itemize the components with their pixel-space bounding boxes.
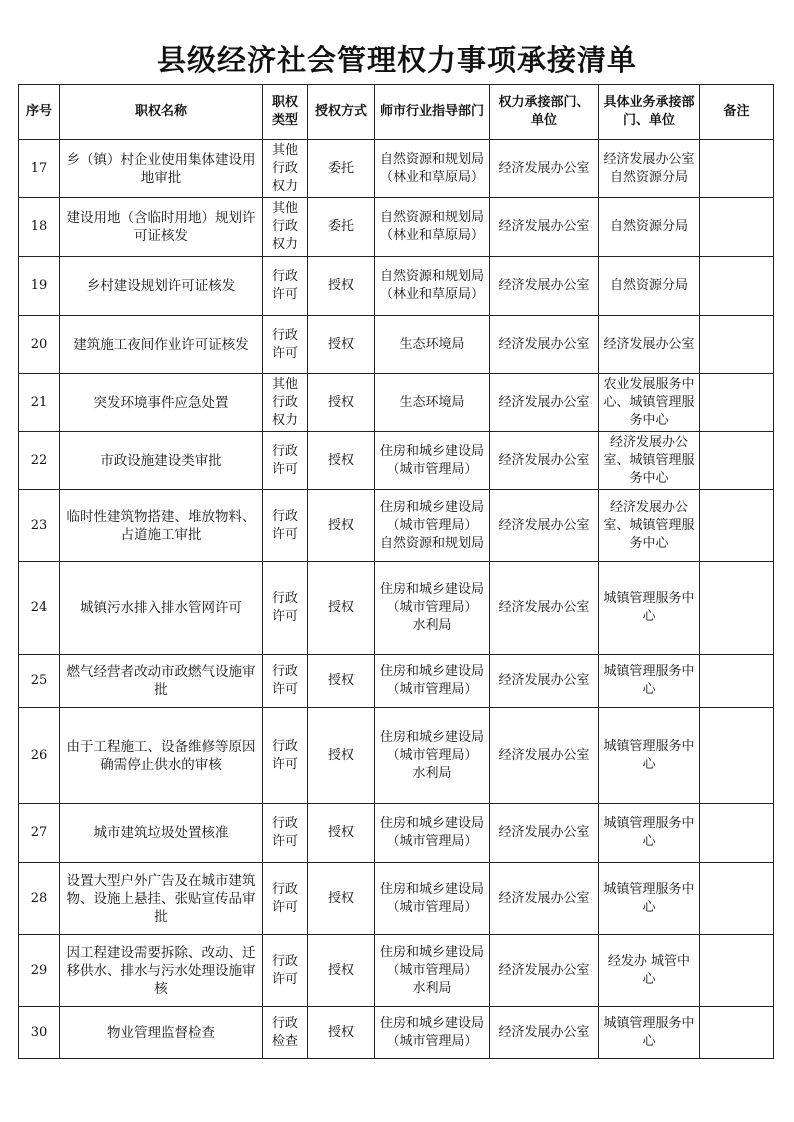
guide-cell: 生态环境局 [375, 316, 490, 374]
guide-cell: 住房和城乡建设局（城市管理局） 水利局 [375, 708, 490, 804]
table-body [19, 140, 774, 1059]
note-cell [700, 198, 774, 257]
unit-cell: 城镇管理服务中心 [599, 562, 700, 655]
name-cell: 城镇污水排入排水管网许可 [60, 562, 263, 655]
name-cell: 由于工程施工、设备维修等原因确需停止供水的审核 [60, 708, 263, 804]
note-cell [700, 708, 774, 804]
type-cell: 行政许可 [263, 562, 308, 655]
unit-cell: 城镇管理服务中心 [599, 863, 700, 935]
table-row [19, 935, 774, 1007]
guide-cell: 住房和城乡建设局（城市管理局） [375, 655, 490, 708]
name-cell: 乡（镇）村企业使用集体建设用地审批 [60, 140, 263, 198]
table-row [19, 374, 774, 432]
seq-cell: 23 [19, 490, 60, 562]
dept-cell: 经济发展办公室 [490, 432, 599, 490]
seq-cell: 20 [19, 316, 60, 374]
note-cell [700, 257, 774, 316]
dept-cell: 经济发展办公室 [490, 804, 599, 863]
table-row [19, 198, 774, 257]
guide-cell: 生态环境局 [375, 374, 490, 432]
name-cell: 乡村建设规划许可证核发 [60, 257, 263, 316]
dept-cell: 经济发展办公室 [490, 374, 599, 432]
method-cell: 授权 [308, 257, 375, 316]
table-row [19, 655, 774, 708]
guide-cell: 自然资源和规划局 （林业和草原局） [375, 257, 490, 316]
unit-cell: 农业发展服务中心、城镇管理服务中心 [599, 374, 700, 432]
table-row [19, 1007, 774, 1059]
table-row [19, 316, 774, 374]
page-title: 县级经济社会管理权力事项承接清单 [156, 43, 637, 77]
table-row [19, 140, 774, 198]
method-cell: 授权 [308, 432, 375, 490]
method-cell: 授权 [308, 863, 375, 935]
type-cell: 行政许可 [263, 935, 308, 1007]
dept-cell: 经济发展办公室 [490, 708, 599, 804]
dept-cell: 经济发展办公室 [490, 935, 599, 1007]
seq-cell: 30 [19, 1007, 60, 1059]
type-cell: 其他行政权力 [263, 198, 308, 257]
note-cell [700, 1007, 774, 1059]
guide-cell: 住房和城乡建设局（城市管理局） [375, 804, 490, 863]
table-row [19, 490, 774, 562]
header-unit: 具体业务承接部门、单位 [599, 85, 700, 140]
dept-cell: 经济发展办公室 [490, 863, 599, 935]
note-cell [700, 935, 774, 1007]
table-row [19, 863, 774, 935]
type-cell: 行政许可 [263, 490, 308, 562]
type-cell: 行政许可 [263, 804, 308, 863]
seq-cell: 25 [19, 655, 60, 708]
name-cell: 燃气经营者改动市政燃气设施审批 [60, 655, 263, 708]
seq-cell: 21 [19, 374, 60, 432]
method-cell: 委托 [308, 198, 375, 257]
header-seq: 序号 [19, 85, 60, 140]
type-cell: 行政检查 [263, 1007, 308, 1059]
note-cell [700, 655, 774, 708]
note-cell [700, 490, 774, 562]
method-cell: 授权 [308, 374, 375, 432]
name-cell: 城市建筑垃圾处置核准 [60, 804, 263, 863]
dept-cell: 经济发展办公室 [490, 655, 599, 708]
name-cell: 市政设施建设类审批 [60, 432, 263, 490]
dept-cell: 经济发展办公室 [490, 198, 599, 257]
seq-cell: 26 [19, 708, 60, 804]
header-dept: 权力承接部门、单位 [490, 85, 599, 140]
unit-cell: 经济发展办公室、城镇管理服务中心 [599, 432, 700, 490]
header-note: 备注 [700, 85, 774, 140]
method-cell: 授权 [308, 655, 375, 708]
name-cell: 因工程建设需要拆除、改动、迁移供水、排水与污水处理设施审核 [60, 935, 263, 1007]
type-cell: 行政许可 [263, 708, 308, 804]
guide-cell: 住房和城乡建设局（城市管理局） 自然资源和规划局 [375, 490, 490, 562]
dept-cell: 经济发展办公室 [490, 257, 599, 316]
note-cell [700, 316, 774, 374]
method-cell: 授权 [308, 490, 375, 562]
power-list-table [18, 84, 774, 1059]
method-cell: 授权 [308, 708, 375, 804]
method-cell: 授权 [308, 804, 375, 863]
unit-cell: 自然资源分局 [599, 198, 700, 257]
note-cell [700, 863, 774, 935]
note-cell [700, 432, 774, 490]
type-cell: 其他行政权力 [263, 140, 308, 198]
header-name: 职权名称 [60, 85, 263, 140]
method-cell: 授权 [308, 316, 375, 374]
name-cell: 建设用地（含临时用地）规划许可证核发 [60, 198, 263, 257]
unit-cell: 经济发展办公室 [599, 316, 700, 374]
type-cell: 行政许可 [263, 316, 308, 374]
method-cell: 授权 [308, 935, 375, 1007]
table-header-row [19, 85, 774, 140]
method-cell: 授权 [308, 562, 375, 655]
dept-cell: 经济发展办公室 [490, 316, 599, 374]
header-type: 职权类型 [263, 85, 308, 140]
unit-cell: 经济发展办公室、城镇管理服务中心 [599, 490, 700, 562]
seq-cell: 29 [19, 935, 60, 1007]
guide-cell: 住房和城乡建设局（城市管理局） [375, 432, 490, 490]
guide-cell: 自然资源和规划局 （林业和草原局） [375, 140, 490, 198]
unit-cell: 城镇管理服务中心 [599, 804, 700, 863]
name-cell: 临时性建筑物搭建、堆放物料、占道施工审批 [60, 490, 263, 562]
seq-cell: 24 [19, 562, 60, 655]
type-cell: 其他行政权力 [263, 374, 308, 432]
table-row [19, 432, 774, 490]
table-row [19, 708, 774, 804]
unit-cell: 经济发展办公室自然资源分局 [599, 140, 700, 198]
method-cell: 授权 [308, 1007, 375, 1059]
name-cell: 突发环境事件应急处置 [60, 374, 263, 432]
guide-cell: 住房和城乡建设局（城市管理局） 水利局 [375, 935, 490, 1007]
seq-cell: 27 [19, 804, 60, 863]
unit-cell: 城镇管理服务中心 [599, 708, 700, 804]
name-cell: 建筑施工夜间作业许可证核发 [60, 316, 263, 374]
guide-cell: 自然资源和规划局 （林业和草原局） [375, 198, 490, 257]
name-cell: 设置大型户外广告及在城市建筑物、设施上悬挂、张贴宣传品审批 [60, 863, 263, 935]
type-cell: 行政许可 [263, 655, 308, 708]
seq-cell: 17 [19, 140, 60, 198]
note-cell [700, 804, 774, 863]
name-cell: 物业管理监督检查 [60, 1007, 263, 1059]
table-row [19, 804, 774, 863]
seq-cell: 22 [19, 432, 60, 490]
type-cell: 行政许可 [263, 432, 308, 490]
note-cell [700, 140, 774, 198]
table-row [19, 562, 774, 655]
seq-cell: 28 [19, 863, 60, 935]
table-row [19, 257, 774, 316]
guide-cell: 住房和城乡建设局（城市管理局） 水利局 [375, 562, 490, 655]
dept-cell: 经济发展办公室 [490, 1007, 599, 1059]
seq-cell: 19 [19, 257, 60, 316]
note-cell [700, 562, 774, 655]
dept-cell: 经济发展办公室 [490, 490, 599, 562]
header-method: 授权方式 [308, 85, 375, 140]
guide-cell: 住房和城乡建设局（城市管理局） [375, 1007, 490, 1059]
type-cell: 行政许可 [263, 257, 308, 316]
seq-cell: 18 [19, 198, 60, 257]
guide-cell: 住房和城乡建设局（城市管理局） [375, 863, 490, 935]
header-guide: 师市行业指导部门 [375, 85, 490, 140]
dept-cell: 经济发展办公室 [490, 140, 599, 198]
unit-cell: 自然资源分局 [599, 257, 700, 316]
note-cell [700, 374, 774, 432]
unit-cell: 城镇管理服务中心 [599, 655, 700, 708]
type-cell: 行政许可 [263, 863, 308, 935]
method-cell: 委托 [308, 140, 375, 198]
unit-cell: 城镇管理服务中心 [599, 1007, 700, 1059]
dept-cell: 经济发展办公室 [490, 562, 599, 655]
unit-cell: 经发办 城管中心 [599, 935, 700, 1007]
